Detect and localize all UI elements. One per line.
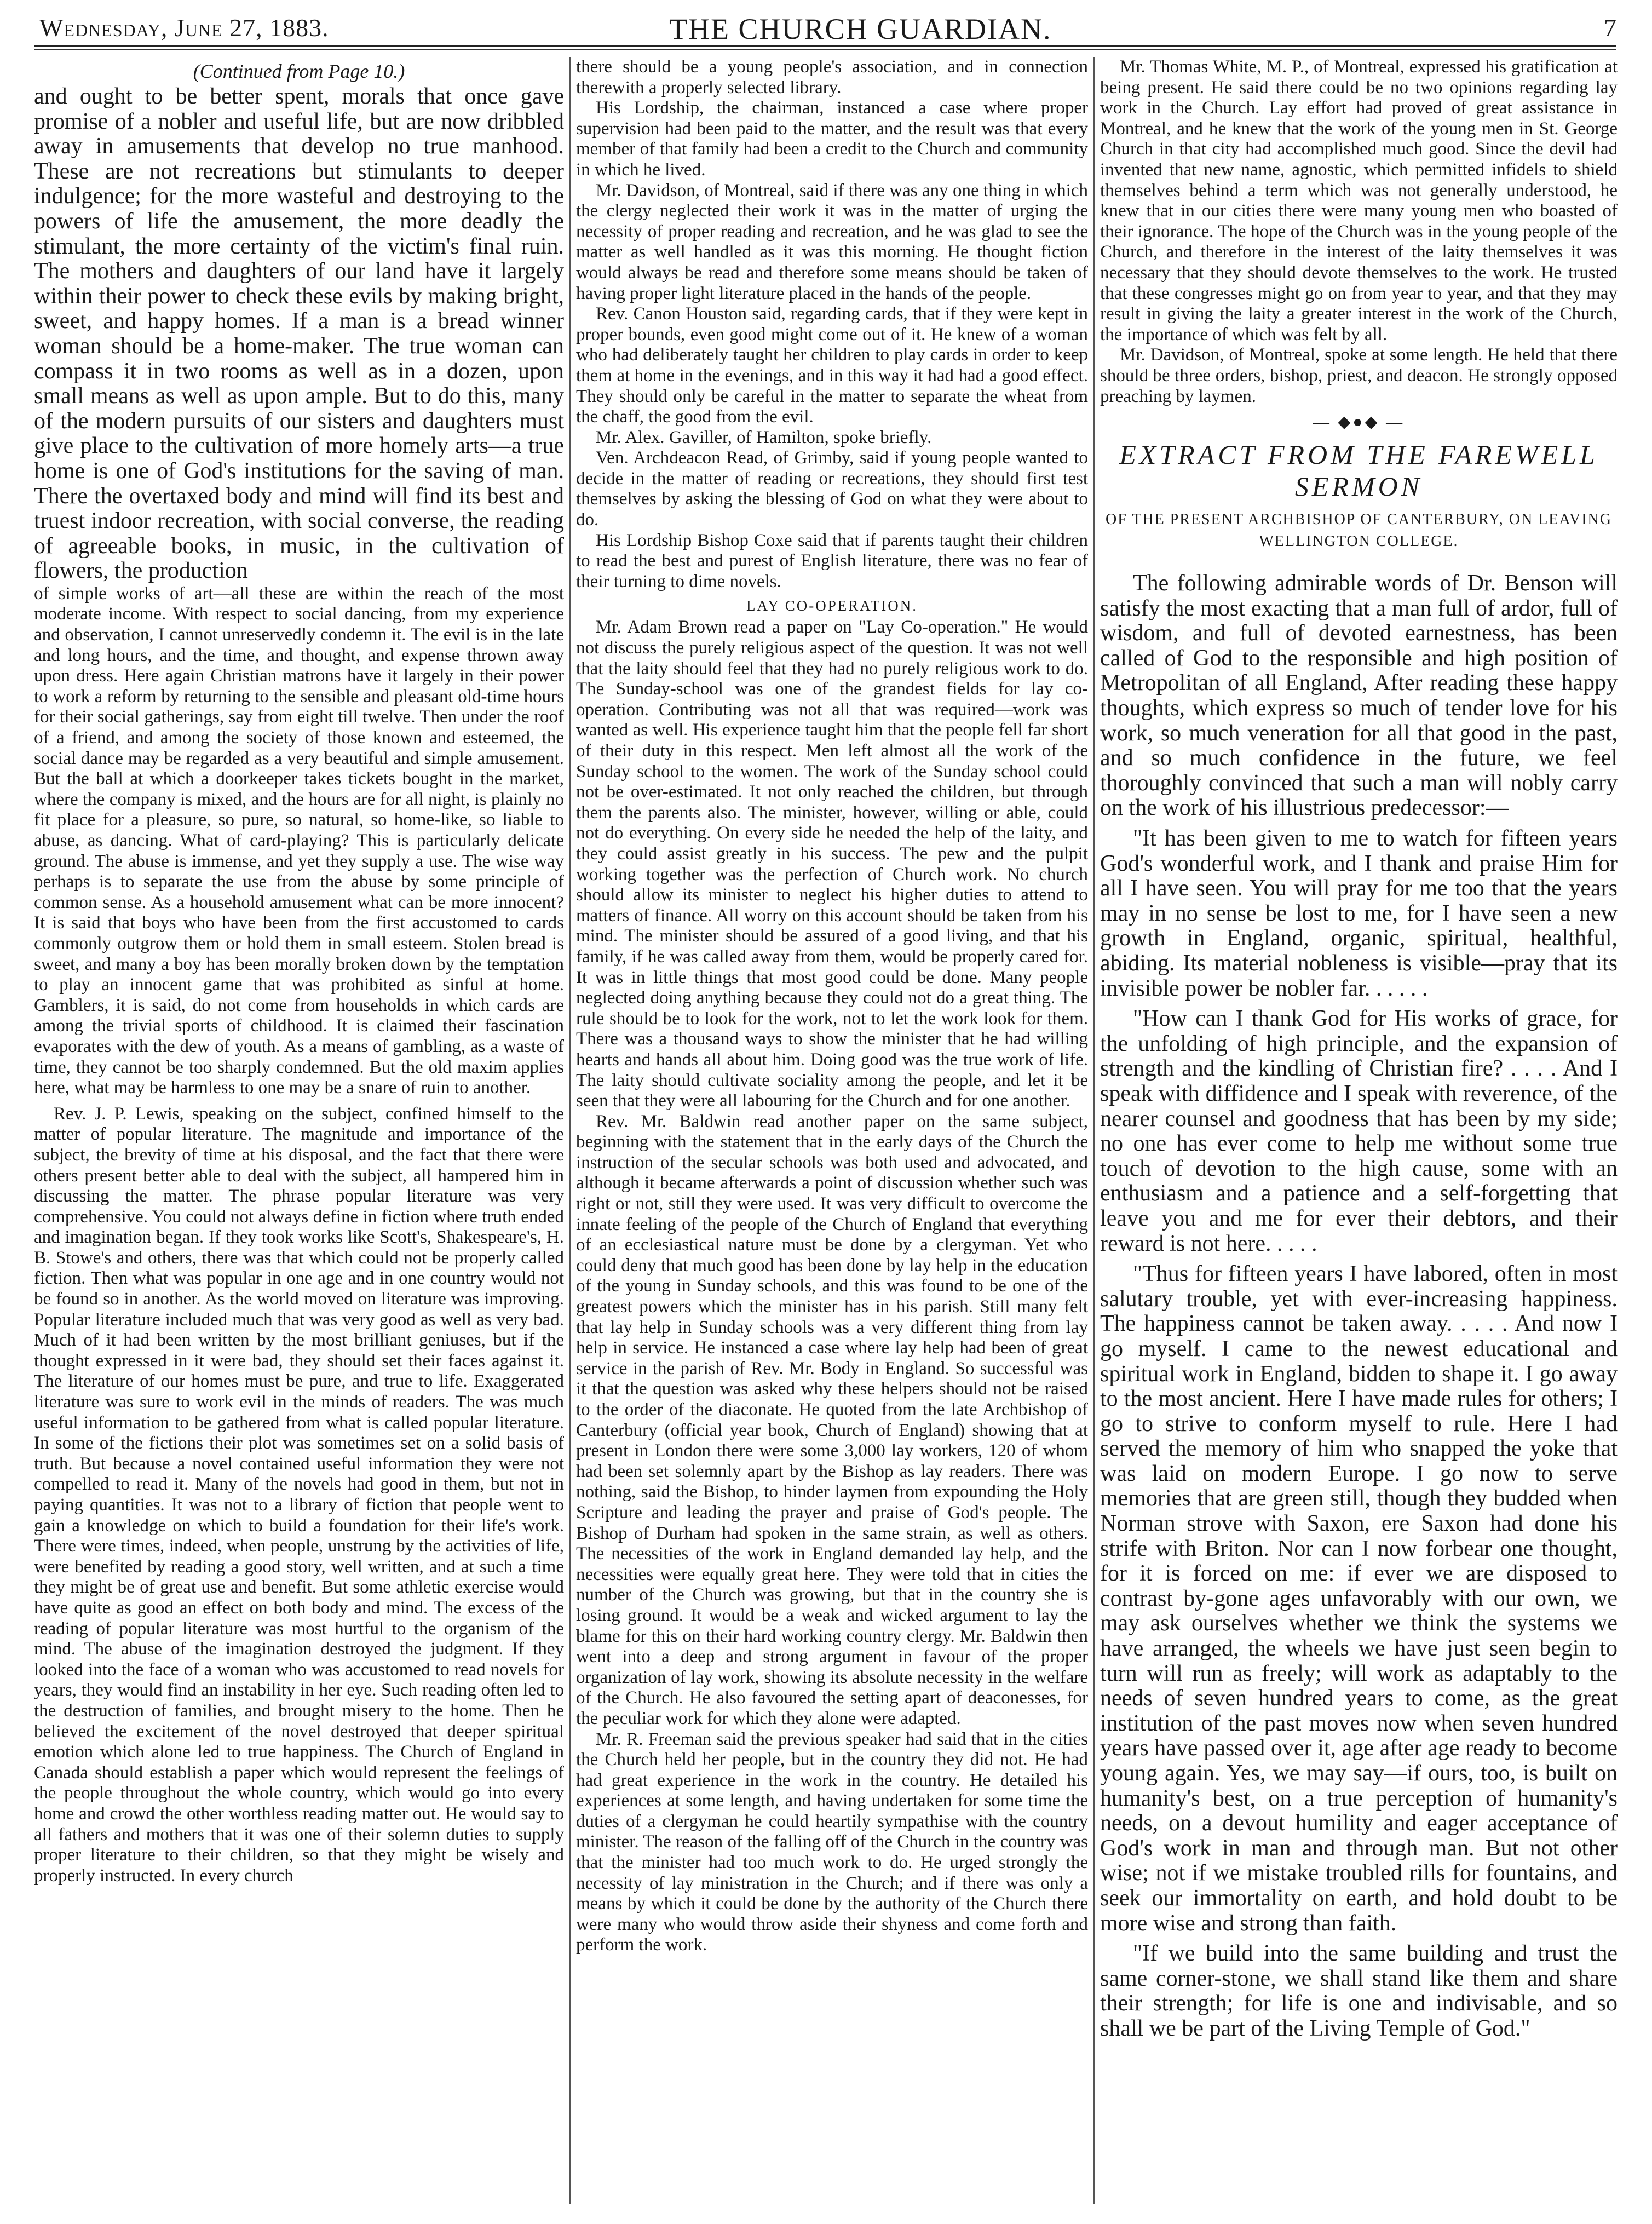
sermon-quote: "If we build into the same building and trust the same corner-stone, we shall stand like them and share their strength; for life is one and indivisable, and so shall we be part of the Living Temple of God." [1100,1941,1618,2041]
section-heading: LAY CO-OPERATION. [746,597,918,614]
article-paragraph: there should be a young people's association, and in connection therewith a properly selected library. [576,57,1088,97]
article-paragraph: Rev. J. P. Lewis, speaking on the subject, confined himself to the matter of popular literature. The magnitude and importance of the subject, the brevity of time at his disposal, and the fact that there were others present better able to deal with the subject, all hampered him in discussing the matter. The phrase popular literature was very comprehensive. You could not always define in fiction where truth ended and imagination began. If they took works like Scott's, Shakespeare's, H. B. Stowe's and others, there was that which could not be properly called fiction. Then what was popular in one age and in one country would not be found so in another. As the world moved on literature was improving. Popular literature included much that was very good as well as very bad. Much of it had been written by the most brilliant geniuses, but if the thought expressed in it were bad, they should set their faces against it. The literature of our homes must be pure, and true to life. Exaggerated literature was sure to work evil in the minds of readers. The was much useful information to be gathered from what is called popular literature. In some of the fictions their plot was sometimes set on a solid basis of truth. But because a novel contained useful information they were not compelled to read it. Many of the novels had good in them, but not in paying quantities. It was not to a library of fiction that people went to gain a knowledge on which to build a foundation for their life's work. There were times, indeed, when people, unstrung by the activities of life, were benefited by reading a good story, well written, and at such a time they might be of great use and benefit. But some athletic exercise would have quite as good an effect on both body and mind. The excess of the reading of popular literature was most hurtful to the organism of the mind. The abuse of the imagination destroyed the judgment. If they looked into the face of a woman who was accustomed to read novels for years, they would find an instability in her eye. Such reading often led to the destruction of families, and brought misery to the home. Then he believed the excitement of the novel destroyed that deeper spiritual emotion which alone led to true happiness. The Church of England in Canada should establish a paper which would represent the feelings of the people throughout the whole country, which would go into every home and crowd the other worthless reading matter out. He would say to all fathers and mothers that it was one of their solemn duties to supply proper literature to their children, so that they might be wisely and properly instructed. In every church [34,1104,564,1886]
article-paragraph: and ought to be better spent, morals that once gave promise of a nobler and useful life, but are now dribbled away in amusements that develop no true manhood. These are not recreations but stimulants to deeper indulgence; for the more wasteful and destroying to the powers of life the amusement, the more deadly the stimulant, the more certainty of the victim's final ruin. The mothers and daughters of our land have it largely within their power to check these evils by making bright, sweet, and happy homes. If a man is a bread winner woman should be a home-maker. The true woman can compass it in two rooms as well as in a dozen, upon small means as well as upon ample. But to do this, many of the modern pursuits of our sisters and daughters must give place to the cultivation of more homely arts—a true home is one of God's institutions for the saving of man. There the overtaxed body and mind will find its best and truest indoor recreation, with social converse, the reading of agreeable books, in music, in the cultivation of flowers, the production [34,84,564,584]
extract-subheading: OF THE PRESENT ARCHBISHOP OF CANTERBURY, ON LEAVING WELLINGTON COLLEGE. [1105,511,1613,550]
masthead-rule [34,45,1616,47]
article-paragraph: Ven. Archdeacon Read, of Grimby, said if young people wanted to decide in the matter of reading or recreations, they should first test themselves by asking the blessing of God on what they were about to do. [576,448,1088,530]
extract-heading: EXTRACT FROM THE FAREWELL SERMON [1119,439,1598,502]
article-paragraph: Mr. Davidson, of Montreal, said if there was any one thing in which the clergy neglected their work it was in the matter of urging the necessity of proper reading and recreation, and he was glad to see the matter as well handled as it was this morning. He thought fiction would always be read and therefore some means should be taken of having proper light literature placed in the hands of the people. [576,180,1088,303]
article-paragraph: The following admirable words of Dr. Benson will satisfy the most exacting that a man full of ardor, full of wisdom, and full of devoted earnestness, has been called of God to the responsible and high position of Metropolitan of all England, After reading these happy thoughts, which express so much of tender love for his work, so much veneration for all that good in the past, and so much confidence in the future, we feel thoroughly convinced that such a man will nobly carry on the work of his illustrious predecessor:— [1100,571,1618,821]
article-paragraph: His Lordship Bishop Coxe said that if parents taught their children to read the best and purest of English literature, there was no fear of their turning to dime novels. [576,530,1088,591]
article-paragraph: Mr. Alex. Gaviller, of Hamilton, spoke briefly. [596,427,932,447]
sermon-quote: "How can I thank God for His works of grace, for the unfolding of high principle, and the expansion of strength and the kindling of Christian fire? . . . . And I speak with diffidence and I speak with reverence, of the nearer counsel and goodness that has been by my side; no one has ever come to help me without some true touch of devotion to the high cause, some with an enthusiasm and a patience and a self-forgetting that leave you and me for ever their debtors, and their reward is not here. . . . . [1100,1006,1618,1256]
sermon-quote: "It has been given to me to watch for fifteen years God's wonderful work, and I thank and praise Him for all I have seen. You will pray for me too that the years may in no sense be lost to me, for I have seen a new growth in England, organic, spiritual, healthful, abiding. Its material nobleness is visible—pray that its invisible power be nobler far. . . . . . [1100,826,1618,1001]
column-divider [569,57,571,2204]
article-paragraph: of simple works of art—all these are within the reach of the most moderate income. With respect to social dancing, from my experience and observation, I cannot unreservedly condemn it. The evil is in the late and long hours, and the time, and thought, and expense thrown away upon dress. Here again Christian matrons have it largely in their power to work a reform by returning to the sensible and pleasant old-time hours for their social gatherings, say from eight till twelve. Then under the roof of a friend, and among the society of those known and esteemed, the social dance may be regarded as a very beautiful and simple amusement. But the ball at which a doorkeeper takes tickets bought in the market, where the company is mixed, and the hours are for all night, is plainly no fit place for a pleasure, so pure, so natural, so home-like, so liable to abuse, as dancing. What of card-playing? This is particularly delicate ground. The abuse is immense, and yet they supply a use. The wise way perhaps is to separate the use from the abuse by some principle of common sense. As a household amusement what can be more innocent? It is said that boys who have been from the first accustomed to cards commonly outgrow them or hold them in small esteem. Stolen bread is sweet, and many a boy has been morally broken down by the temptation to play an innocent game that was prohibited as sinful at home. Gamblers, it is said, do not come from households in which cards are among the trivial sports of childhood. It is claimed their fascination evaporates with the dew of youth. As a means of gambling, as a waste of time, they cannot be too sharply condemned. But the old maxim applies here, what may be harmless to one may be a snare of ruin to another. [34,583,564,1098]
column-1 [34,57,564,2209]
column-divider [1093,57,1095,2204]
article-paragraph: Mr. Davidson, of Montreal, spoke at some length. He held that there should be three orders, bishop, priest, and deacon. He strongly opposed preaching by laymen. [1100,345,1618,406]
article-paragraph: Mr. Thomas White, M. P., of Montreal, expressed his gratification at being present. He said there could be no two opinions regarding lay work in the Church. Lay effort had proved of great assistance in Montreal, and he knew that the work of the young men in St. George Church in that city had accomplished much good. Since the devil had invented that new name, agnostic, which permitted infidels to shield themselves behind a term which was not generally understood, he knew that in our cities there were many young men who boasted of their ignorance. The hope of the Church was in the young people of the Church, and therefore in the interest of the laity themselves it was necessary that they should devote themselves to the work. He trusted that these congresses might go on from year to year, and that they may result in giving the laity a greater interest in the work of the Church, the importance of which was felt by all. [1100,57,1618,344]
ornament-divider: — ◆●◆ — [1313,413,1405,432]
continued-note: (Continued from Page 10.) [193,60,405,82]
column-2 [576,57,1088,2209]
column-3 [1100,57,1618,2209]
issue-date: Wednesday, June 27, 1883. [39,14,329,42]
masthead-rule-thin [34,49,1616,50]
article-paragraph: Mr. R. Freeman said the previous speaker had said that in the cities the Church held her people, but in the country they did not. He had had great experience in the work in the country. He detailed his experiences at some length, and having undertaken for some time the duties of a clergyman he could heartily sympathise with the country minister. The reason of the falling off of the Church in the country was that the minister had too much work to do. He urged strongly the necessity of lay ministration in the Church; and if there was only a means by which it could be done by the authority of the Church there were many who would throw aside their shyness and come forth and perform the work. [576,1729,1088,1955]
newspaper-title: THE CHURCH GUARDIAN. [669,13,1052,45]
article-paragraph: Mr. Adam Brown read a paper on "Lay Co-operation." He would not discuss the purely religious aspect of the question. It was not well that the laity should feel that they had no purely religious work to do. The Sunday-school was one of the grandest fields for lay co-operation. Contributing was not all that was required—work was wanted as well. His experience taught him that the people fell far short of their duty in this respect. Men left almost all the work of the Sunday school to the women. The work of the Sunday school could not be over-estimated. It not only reached the children, but through them the parents also. The minister, however, willing or able, could not do everything. On every side he needed the help of the laity, and they could assist greatly in his success. The pew and the pulpit working together was the perfection of Church work. No church should allow its minister to neglect his higher duties to attend to matters of finance. All worry on this account should be taken from his mind. The minister should be assured of a good living, and that his family, if he was called away from them, would be properly cared for. It was in little things that most good could be done. Many people neglected doing anything because they could not do a great thing. The rule should be to look for the work, not to let the work look for them. There was a thousand ways to show the minister that he had willing hearts and hands all about him. Doing good was the true work of life. The laity should cultivate sociality among the people, and let it be seen that they were all labouring for the Church and for one another. [576,617,1088,1111]
masthead [34,10,1616,44]
article-paragraph: Rev. Canon Houston said, regarding cards, that if they were kept in proper bounds, even good might come out of it. He knew of a woman who had deliberately taught her children to play cards in order to keep them at home in the evenings, and in this way it had had a good effect. They should only be careful in the matter to separate the wheat from the chaff, the good from the evil. [576,304,1088,427]
article-paragraph: Rev. Mr. Baldwin read another paper on the same subject, beginning with the statement that in the early days of the Church the instruction of the secular schools was both used and advocated, and although it became afterwards a point of discussion whether such was right or not, still they were used. It was very difficult to overcome the innate feeling of the people of the Church of England that everything of an ecclesiastical nature must be done by a clergyman. Yet who could deny that much good has been done by lay help in the education of the young in Sunday schools, and this was found to be one of the greatest powers which the minister has in his parish. Still many felt that lay help in Sunday schools was a very different thing from lay help in service. He instanced a case where lay help had been of great service in the parish of Rev. Mr. Body in England. So successful was it that the question was asked why these helpers should not be raised to the order of the diaconate. He quoted from the late Archbishop of Canterbury (official year book, Church of England) showing that at present in London there were some 3,000 lay workers, 120 of whom had been set solemnly apart by the Bishop as lay readers. There was nothing, said the Bishop, to hinder laymen from expounding the Holy Scripture and leading the prayer and praise of God's people. The Bishop of Durham had spoken in the same strain, as well as others. The necessities of the work in England demanded lay help, and the necessities were equally great here. They were told that in cities the number of the Church was growing, but that in the country she is losing ground. It would be a weak and wicked argument to lay the blame for this on their hard working country clergy. Mr. Baldwin then went into a deep and strong argument in favour of the proper organization of lay work, showing its absolute necessity in the welfare of the Church. He also favoured the setting apart of deaconesses, for the peculiar work for which they alone were adapted. [576,1111,1088,1728]
page-number: 7 [1604,14,1616,42]
sermon-quote: "Thus for fifteen years I have labored, often in most salutary trouble, yet with ever-increasing happiness. The happiness cannot be taken away. . . . . And now I go myself. I came to the newest educational and spiritual work in England, bidden to shape it. I go away to the most ancient. Here I have made rules for others; I go to strive to conform myself to rule. Here I had served the memory of him who snapped the yoke that was laid on modern Europe. I go now to serve memories that are green still, though they budded when Norman strove with Saxon, ere Saxon had done his strife with Briton. Nor can I now forbear one thought, for it is forced on me: if ever we are disposed to contrast by-gone ages unfavorably with our own, we may ask ourselves whether we think the systems we have arranged, the wheels we have just seen begin to turn will run as freely; will work as adaptably to the needs of seven hundred years to come, as the great institution of the past moves now when seven hundred years have passed over it, age after age ready to become young again. Yes, we may say—if ours, too, is built on humanity's best, on a true perception of humanity's needs, on a devout humility and eager acceptance of God's work in man and through man. But not other wise; not if we mistake troubled rills for fountains, and seek our immortality on earth, and hold doubt to be more wise and strong than faith. [1100,1261,1618,1936]
article-paragraph: His Lordship, the chairman, instanced a case where proper supervision had been paid to the matter, and the result was that every member of that family had been a credit to the Church and community in which he lived. [576,98,1088,180]
